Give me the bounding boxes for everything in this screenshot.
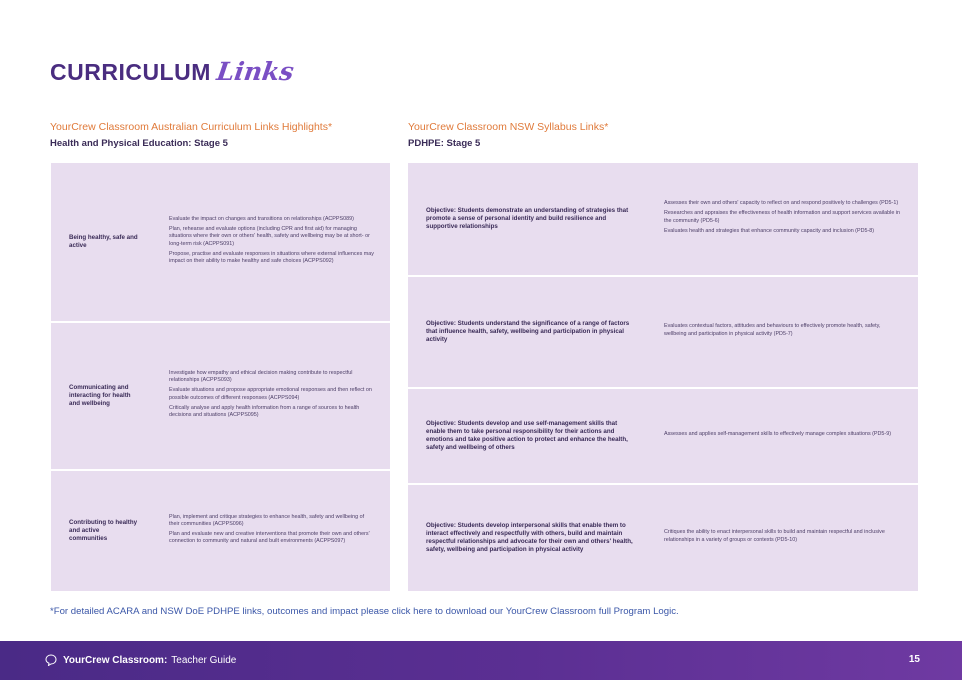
outcome-text: Evaluate the impact on changes and transitions on relationships (ACPPS089) xyxy=(169,215,354,222)
title-main: CURRICULUM xyxy=(50,59,211,85)
program-logic-link[interactable]: *For detailed ACARA and NSW DoE PDHPE links, outcomes and impact please click here to download our YourCrew Classroom full Program Logic. xyxy=(50,606,679,617)
right-subheading: PDHPE: Stage 5 xyxy=(408,138,481,149)
outcome-text: Critiques the ability to enact interpersonal skills to build and maintain respectful and inclusive relationships in a variety of groups or contexts (PD5-10) xyxy=(664,529,885,543)
table-row xyxy=(408,275,918,387)
row-label: Objective: Students develop interpersonal skills that enable them to interact effectively and respectfully with others, build and maintain respectful relationships and advocate for their own and others' health, safety, wellbeing and participation in physical activity xyxy=(426,521,633,554)
right-heading: YourCrew Classroom NSW Syllabus Links* xyxy=(408,121,609,133)
outcome-text: Investigate how empathy and ethical decision making contribute to respectful relationships (ACPPS093) xyxy=(169,369,353,384)
row-label: Communicating and interacting for health and wellbeing xyxy=(69,383,131,408)
outcome-text: Assesses their own and others' capacity to reflect on and respond positively to challenges (PD5-1) xyxy=(664,200,899,207)
outcome-text: Plan, rehearse and evaluate options (including CPR and first aid) for managing situations where their own or others' health, safety and wellbeing may be at short- or long-term risk (ACPPS091) xyxy=(169,226,370,247)
footer-bar xyxy=(0,641,962,680)
right-column-header xyxy=(408,120,608,151)
row-outcomes xyxy=(169,514,374,549)
row-outcomes xyxy=(169,370,374,422)
table-row xyxy=(51,163,390,321)
row-label: Objective: Students understand the significance of a range of factors that influence health, safety, wellbeing and participation in physical activity xyxy=(426,319,630,344)
table-row xyxy=(51,469,390,591)
row-label: Contributing to healthy and active communities xyxy=(69,518,138,543)
outcome-text: Researches and appraises the effectiveness of health information and support services available in the community (PD5-6) xyxy=(664,210,901,224)
yourcrew-logo-icon xyxy=(45,654,57,666)
left-heading: YourCrew Classroom Australian Curriculum Links Highlights* xyxy=(50,121,333,133)
outcome-text: Plan, implement and critique strategies to enhance health, safety and wellbeing of their communities (ACPPS096) xyxy=(169,513,365,527)
footer-brand-name: YourCrew Classroom: xyxy=(63,654,168,666)
outcome-text: Critically analyse and apply health information from a range of sources to health decisions and situations (ACPPS095) xyxy=(169,404,360,418)
row-outcomes xyxy=(664,323,902,340)
outcome-text: Evaluates health and strategies that enhance community capacity and inclusion (PD5-8) xyxy=(664,227,875,234)
title-script: Links xyxy=(214,57,296,86)
australian-curriculum-table xyxy=(51,163,390,591)
outcome-text: Plan and evaluate new and creative interventions that promote their own and others' connection to community and natural and built environments (ACPPS097) xyxy=(169,531,370,545)
page-number: 15 xyxy=(908,654,920,665)
footer-brand-subtitle: Teacher Guide xyxy=(171,654,237,666)
outcome-text: Evaluate situations and propose appropriate emotional responses and then reflect on possible outcomes of different responses (ACPPS094) xyxy=(169,387,372,401)
left-subheading: Health and Physical Education: Stage 5 xyxy=(50,138,228,149)
outcome-text: Evaluates contextual factors, attitudes and behaviours to effectively promote health, safety, wellbeing and participation in physical activity (PD5-7) xyxy=(664,323,881,337)
outcome-text: Propose, practise and evaluate responses in situations where external influences may impact on their ability to make healthy and safe choices (ACPPS092) xyxy=(169,250,374,264)
left-column-header xyxy=(50,120,332,151)
row-label: Objective: Students develop and use self-management skills that enable them to take personal responsibility for their actions and emotions and take positive action to protect and enhance the health, safety and wellbeing of others xyxy=(426,419,628,452)
table-row xyxy=(408,163,918,275)
row-label: Objective: Students demonstrate an understanding of strategies that promote a sense of personal identity and build resilience and supportive relationships xyxy=(426,206,629,231)
table-row xyxy=(408,387,918,483)
outcome-text: Assesses and applies self-management skills to effectively manage complex situations (PD5-9) xyxy=(664,430,892,437)
row-outcomes xyxy=(664,200,902,238)
page-title xyxy=(50,50,294,84)
nsw-syllabus-table xyxy=(408,163,918,591)
table-row xyxy=(51,321,390,469)
footer-brand xyxy=(45,654,236,666)
row-outcomes xyxy=(664,529,902,546)
table-row xyxy=(408,483,918,591)
row-outcomes xyxy=(169,216,374,268)
row-label: Being healthy, safe and active xyxy=(69,233,138,249)
row-outcomes xyxy=(664,431,902,441)
